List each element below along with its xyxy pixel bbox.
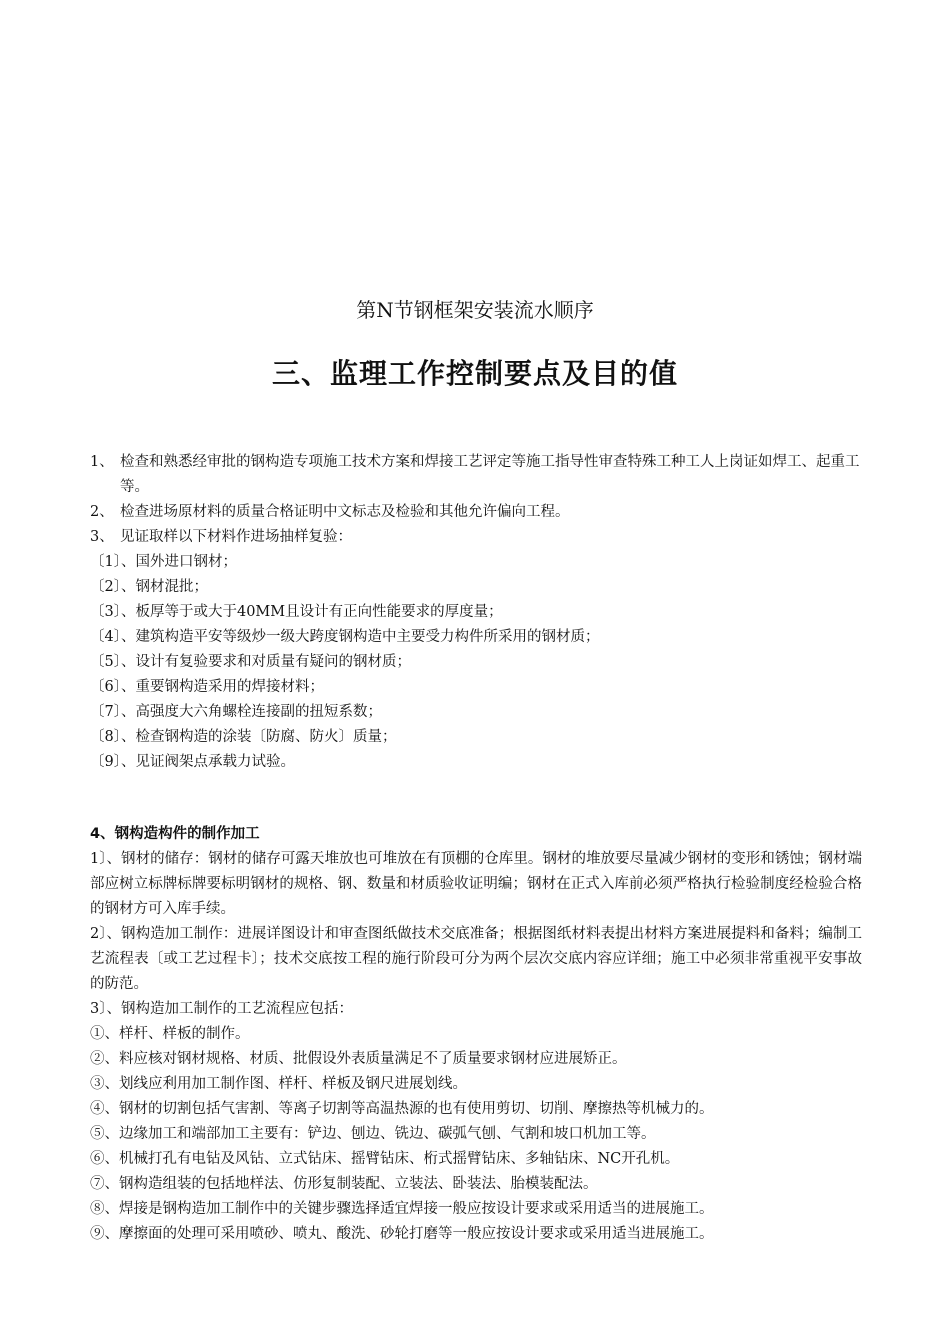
sublist-item: 〔2〕、钢材混批； bbox=[90, 579, 208, 595]
page-title: 三、监理工作控制要点及目的值 bbox=[271, 357, 678, 390]
process-step: ⑧、焊接是钢构造加工制作中的关键步骤选择适宜焊接一般应按设计要求或采用适当的进展施工。 bbox=[90, 1201, 714, 1217]
process-step: ⑤、边缘加工和端部加工主要有：铲边、刨边、铣边、碳弧气刨、气割和坡口机加工等。 bbox=[90, 1126, 656, 1142]
list-item bbox=[90, 450, 860, 500]
sublist-item: 〔3〕、板厚等于或大于40MM且设计有正向性能要求的厚度量； bbox=[90, 604, 503, 620]
list-item-text: 检查进场原材料的质量合格证明中文标志及检验和其他允许偏向工程。 bbox=[120, 504, 570, 520]
section-subtitle: 第N节钢框架安装流水顺序 bbox=[356, 298, 594, 322]
sublist-item: 〔8〕、检查钢构造的涂装〔防腐、防火〕质量； bbox=[90, 729, 397, 745]
process-step: ⑥、机械打孔有电钻及风钻、立式钻床、摇臂钻床、桁式摇臂钻床、多轴钻床、NC开孔机。 bbox=[90, 1151, 680, 1167]
process-step: ⑦、钢构造组装的包括地样法、仿形复制装配、立装法、卧装法、胎模装配法。 bbox=[90, 1176, 598, 1192]
paragraph: 3〕、钢构造加工制作的工艺流程应包括： bbox=[90, 1001, 353, 1017]
sublist-item: 〔5〕、设计有复验要求和对质量有疑问的钢材质； bbox=[90, 654, 411, 670]
list-item-text: 检查和熟悉经审批的钢构造专项施工技术方案和焊接工艺评定等施工指导性审查特殊工种工人上岗证如焊工、起重工等。 bbox=[120, 454, 860, 495]
section-heading: 4、钢构造构件的制作加工 bbox=[90, 826, 260, 842]
process-step: ④、钢材的切割包括气害割、等离子切割等高温热源的也有使用剪切、切削、摩擦热等机械力的。 bbox=[90, 1101, 714, 1117]
paragraph: 2〕、钢构造加工制作：进展详图设计和审查图纸做技术交底准备；根据图纸材料表提出材料方案进展提料和备料；编制工艺流程表〔或工艺过程卡〕；技术交底按工程的施行阶段可分为两个层次交底内容应详细；施工中必须非常重视平安事故的防范。 bbox=[90, 926, 862, 992]
sublist-item: 〔1〕、国外进口钢材； bbox=[90, 554, 237, 570]
sublist-item: 〔7〕、高强度大六角螺栓连接副的扭短系数； bbox=[90, 704, 382, 720]
process-step: ⑨、摩擦面的处理可采用喷砂、喷丸、酸洗、砂轮打磨等一般应按设计要求或采用适当进展施工。 bbox=[90, 1226, 714, 1242]
section-4 bbox=[90, 822, 862, 1247]
list-item-number: 1、 bbox=[90, 454, 114, 470]
process-step: ②、料应核对钢材规格、材质、批假设外表质量满足不了质量要求钢材应进展矫正。 bbox=[90, 1051, 627, 1067]
list-item-number: 2、 bbox=[90, 504, 114, 520]
inspection-list bbox=[90, 450, 860, 775]
sublist-item: 〔4〕、建筑构造平安等级炒一级大跨度钢构造中主要受力构件所采用的钢材质； bbox=[90, 629, 600, 645]
list-item-number: 3、 bbox=[90, 529, 114, 545]
process-step: ③、划线应利用加工制作图、样杆、样板及钢尺进展划线。 bbox=[90, 1076, 467, 1092]
sublist-item: 〔9〕、见证阀架点承载力试验。 bbox=[90, 754, 295, 770]
list-item bbox=[90, 500, 860, 525]
list-item-text: 见证取样以下材料作进场抽样复验： bbox=[120, 529, 352, 545]
sublist-item: 〔6〕、重要钢构造采用的焊接材料； bbox=[90, 679, 324, 695]
process-step: ①、样杆、样板的制作。 bbox=[90, 1026, 250, 1042]
list-item bbox=[90, 525, 860, 550]
paragraph: 1〕、钢材的储存：钢材的储存可露天堆放也可堆放在有顶棚的仓库里。钢材的堆放要尽量减少钢材的变形和锈蚀；钢材端部应树立标牌标牌要标明钢材的规格、钢、数量和材质验收证明编；钢材在正式入库前必须严格执行检验制度经检验合格的钢材方可入库手续。 bbox=[90, 851, 862, 917]
